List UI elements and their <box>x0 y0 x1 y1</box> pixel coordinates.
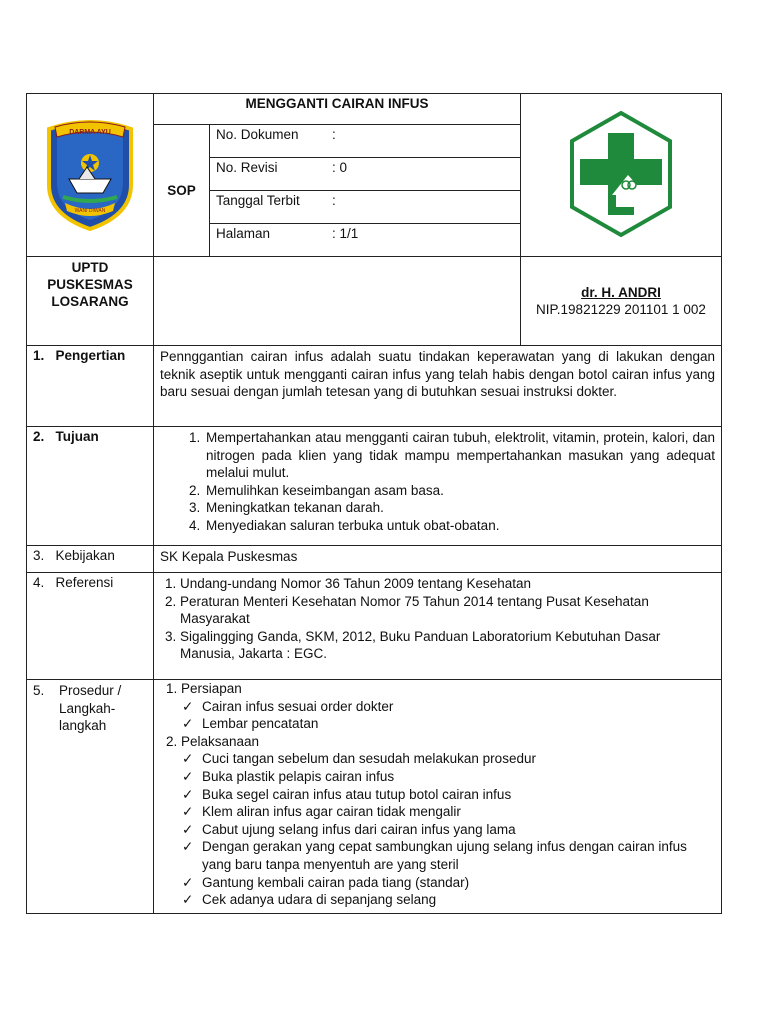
checklist-item: ✓ Lembar pencatatan <box>182 715 715 733</box>
section-label-referensi <box>27 573 154 680</box>
list-item: 2. Memulihkan keseimbangan asam basa. <box>204 482 715 500</box>
section-title: Tujuan <box>55 429 99 444</box>
blank-cell <box>154 257 521 346</box>
section-number: 4. <box>33 575 45 590</box>
checklist-item: ✓ Klem aliran infus agar cairan tidak mengalir <box>182 803 715 821</box>
section-number: 2. <box>33 429 45 444</box>
list-item: 3. Sigalingging Ganda, SKM, 2012, Buku Panduan Laboratorium Kebutuhan Dasar Manusia, Jakarta : EGC. <box>180 628 715 663</box>
checklist-item: ✓ Buka plastik pelapis cairan infus <box>182 768 715 786</box>
section-title: Prosedur / Langkah-langkah <box>59 683 122 734</box>
list-item: 1. Undang-undang Nomor 36 Tahun 2009 tentang Kesehatan <box>180 575 715 593</box>
meta-no-dokumen <box>210 125 521 158</box>
meta-key: Halaman <box>216 226 271 241</box>
section-label-prosedur <box>27 680 154 914</box>
checklist-item: ✓ Buka segel cairan infus atau tutup botol cairan infus <box>182 786 715 804</box>
section-title: Kebijakan <box>55 548 115 563</box>
section-number: 1. <box>33 348 45 363</box>
signer-nip: NIP.19821229 201101 1 002 <box>536 302 706 317</box>
pengertian-text: Pennggantian cairan infus adalah suatu tindakan keperawatan yang di lakukan dengan teknik aseptik untuk mengganti cairan infus yang telah habis dengan botol cairan infus yang baru sesuai dengan jumlah tetesan yang di butuhkan sesuai instruksi dokter. <box>154 346 722 427</box>
section-label-pengertian <box>27 346 154 427</box>
tujuan-list <box>160 429 715 535</box>
checklist-item: ✓ Cabut ujung selang infus dari cairan infus yang lama <box>182 821 715 839</box>
procedure-step-title: 2. Pelaksanaan <box>166 733 260 749</box>
section-label-kebijakan <box>27 546 154 573</box>
signer-name: dr. H. ANDRI <box>581 285 661 300</box>
meta-no-revisi <box>210 158 521 191</box>
list-item: 3. Meningkatkan tekanan darah. <box>204 499 715 517</box>
puskesmas-logo-cell <box>521 94 722 257</box>
section-number: 3. <box>33 548 45 563</box>
sop-table <box>26 93 722 914</box>
prosedur-body <box>154 680 722 914</box>
list-item: 4. Menyediakan saluran terbuka untuk obat-obatan. <box>204 517 715 535</box>
meta-key: No. Dokumen <box>216 127 299 142</box>
meta-value: : 0 <box>332 160 348 175</box>
checklist-item: ✓ Gantung kembali cairan pada tiang (standar) <box>182 874 715 892</box>
logo-motto-text: WANI DIWAN <box>74 207 106 214</box>
section-number: 5. <box>33 683 45 698</box>
meta-tanggal-terbit <box>210 191 521 224</box>
checklist-item: ✓ Cek adanya udara di sepanjang selang <box>182 891 715 909</box>
meta-key: No. Revisi <box>216 160 278 175</box>
persiapan-checklist <box>160 698 715 733</box>
sop-document <box>26 93 721 914</box>
list-item: 2. Peraturan Menteri Kesehatan Nomor 75 Tahun 2014 tentang Pusat Kesehatan Masyarakat <box>180 593 715 628</box>
meta-halaman <box>210 224 521 257</box>
meta-value: : <box>332 127 336 142</box>
meta-key: Tanggal Terbit <box>216 193 300 208</box>
meta-value: : 1/1 <box>332 226 359 241</box>
org-line: UPTD <box>71 260 109 275</box>
list-item: 1. Mempertahankan atau mengganti cairan tubuh, elektrolit, vitamin, protein, kalori, dan nitrogen pada klien yang tidak mampu mempertahankan masukan yang adequat melalui mulut. <box>204 429 715 482</box>
darma-ayu-logo-icon <box>43 115 137 233</box>
org-line: LOSARANG <box>51 294 129 309</box>
organization-name <box>27 257 154 346</box>
checklist-item: ✓ Cairan infus sesuai order dokter <box>182 698 715 716</box>
referensi-list <box>160 575 715 663</box>
sop-label: SOP <box>154 125 210 257</box>
tujuan-body <box>154 427 722 546</box>
checklist-item: ✓ Cuci tangan sebelum dan sesudah melakukan prosedur <box>182 750 715 768</box>
org-line: PUSKESMAS <box>47 277 133 292</box>
section-title: Pengertian <box>55 348 126 363</box>
kebijakan-text: SK Kepala Puskesmas <box>154 546 722 573</box>
pelaksanaan-checklist <box>160 750 715 908</box>
referensi-body <box>154 573 722 680</box>
meta-value: : <box>332 193 336 208</box>
procedure-step-title: 1. Persiapan <box>166 681 242 696</box>
checklist-item: ✓ Dengan gerakan yang cepat sambungkan ujung selang infus dengan cairan infus yang baru tanpa menyentuh are yang steril <box>182 838 715 873</box>
logo-banner-text: DARMA AYU <box>69 128 111 136</box>
puskesmas-logo-icon <box>566 109 676 239</box>
section-label-tujuan <box>27 427 154 546</box>
document-title: MENGGANTI CAIRAN INFUS <box>154 94 521 125</box>
section-title: Referensi <box>55 575 114 590</box>
regency-logo-cell <box>27 94 154 257</box>
signer-block <box>521 257 722 346</box>
